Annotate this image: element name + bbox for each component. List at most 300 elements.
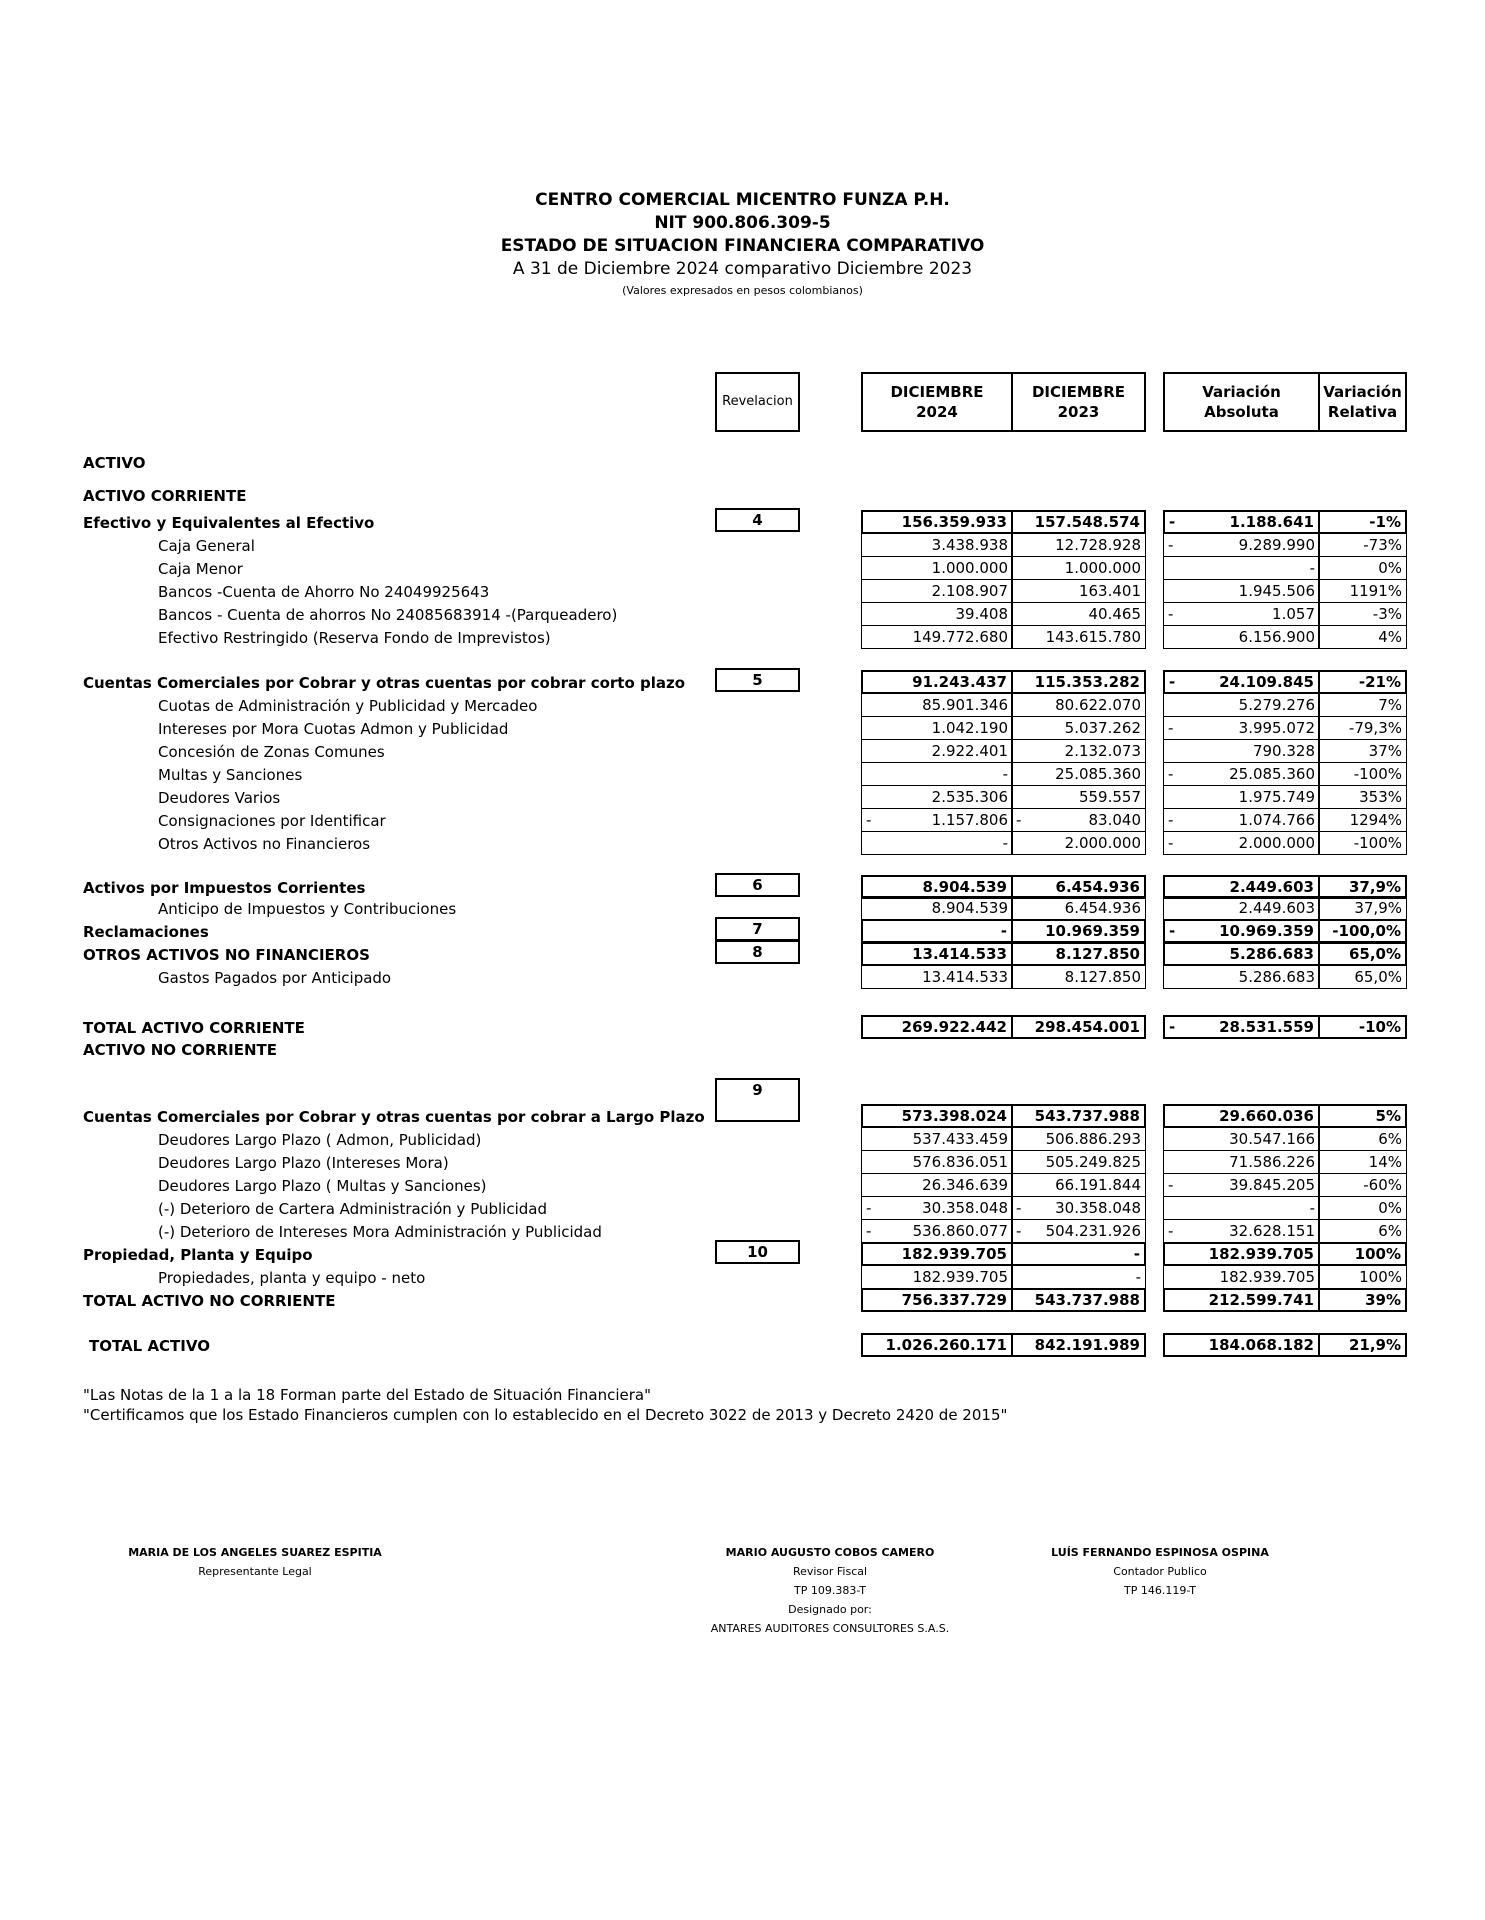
cell-value: 7% — [1378, 696, 1402, 714]
cell-value: 0% — [1378, 559, 1402, 577]
negative-sign: - — [1168, 536, 1174, 554]
cell-value: 8.904.539 — [922, 878, 1007, 896]
value-cell-va — [1163, 579, 1320, 603]
section-activo-no-corriente: ACTIVO NO CORRIENTE — [83, 1041, 277, 1059]
cell-value: 5% — [1375, 1107, 1401, 1125]
row-label: Multas y Sanciones — [158, 766, 303, 784]
column-header-variacion-relativa: Variación Relativa — [1318, 372, 1407, 432]
value-cell-v23 — [1011, 1333, 1146, 1357]
cell-value: 4% — [1378, 628, 1402, 646]
value-cell-v24 — [861, 808, 1013, 832]
column-header-dic-2024: DICIEMBRE 2024 — [861, 372, 1013, 432]
value-cell-va — [1163, 670, 1320, 694]
value-cell-vr — [1318, 831, 1407, 855]
value-cell-va — [1163, 602, 1320, 626]
value-cell-v23 — [1011, 965, 1146, 989]
section-activo-corriente: ACTIVO CORRIENTE — [83, 487, 247, 505]
cell-value: 184.068.182 — [1208, 1336, 1314, 1354]
value-cell-v24 — [861, 942, 1013, 966]
cell-value: 25.085.360 — [1229, 765, 1315, 783]
cell-value: 100% — [1359, 1268, 1402, 1286]
cell-value: 2.108.907 — [931, 582, 1008, 600]
cell-value: 37,9% — [1348, 878, 1401, 896]
value-cell-v23 — [1011, 1150, 1146, 1174]
value-cell-vr — [1318, 716, 1407, 740]
cell-value: 269.922.442 — [901, 1018, 1007, 1036]
value-cell-vr — [1318, 1196, 1407, 1220]
negative-sign: - — [1016, 811, 1022, 829]
signature-firm: ANTARES AUDITORES CONSULTORES S.A.S. — [710, 1622, 950, 1635]
row-label: Caja General — [158, 537, 255, 555]
value-cell-vr — [1318, 693, 1407, 717]
value-cell-v23 — [1011, 1196, 1146, 1220]
cell-value: 156.359.933 — [901, 513, 1007, 531]
value-cell-v23 — [1011, 808, 1146, 832]
value-cell-va — [1163, 1288, 1320, 1312]
row-label: Bancos - Cuenta de ahorros No 24085683914 -(Parqueadero) — [158, 606, 618, 624]
cell-value: 65,0% — [1348, 945, 1401, 963]
cell-value: - — [1133, 1245, 1140, 1263]
row-label: Bancos -Cuenta de Ahorro No 24049925643 — [158, 583, 490, 601]
value-cell-vr — [1318, 919, 1407, 943]
cell-value: 10.969.359 — [1219, 922, 1314, 940]
cell-value: 537.433.459 — [912, 1130, 1008, 1148]
cell-value: 1.157.806 — [931, 811, 1008, 829]
value-cell-v23 — [1011, 510, 1146, 534]
row-label: TOTAL ACTIVO NO CORRIENTE — [83, 1292, 336, 1310]
value-cell-va — [1163, 919, 1320, 943]
value-cell-v23 — [1011, 1173, 1146, 1197]
signature-role: Contador Publico — [1113, 1565, 1207, 1578]
cell-value: 83.040 — [1088, 811, 1141, 829]
value-cell-vr — [1318, 510, 1407, 534]
value-cell-v23 — [1011, 831, 1146, 855]
value-cell-vr — [1318, 579, 1407, 603]
cell-value: 298.454.001 — [1034, 1018, 1140, 1036]
cell-value: 1.000.000 — [931, 559, 1008, 577]
cell-value: 80.622.070 — [1055, 696, 1141, 714]
negative-sign: - — [1169, 1018, 1176, 1036]
negative-sign: - — [866, 811, 872, 829]
cell-value: 25.085.360 — [1055, 765, 1141, 783]
cell-value: 13.414.533 — [912, 945, 1007, 963]
value-cell-v24 — [861, 693, 1013, 717]
cell-value: 29.660.036 — [1219, 1107, 1314, 1125]
negative-sign: - — [1016, 1199, 1022, 1217]
column-header-dic-2023: DICIEMBRE 2023 — [1011, 372, 1146, 432]
cell-value: 9.289.990 — [1238, 536, 1315, 554]
revelacion-note-ref: 8 — [715, 940, 800, 964]
cell-value: -73% — [1363, 536, 1402, 554]
value-cell-va — [1163, 1015, 1320, 1039]
value-cell-v23 — [1011, 785, 1146, 809]
negative-sign: - — [1168, 834, 1174, 852]
value-cell-vr — [1318, 533, 1407, 557]
cell-value: - — [1000, 922, 1007, 940]
revelacion-note-ref: 6 — [715, 873, 800, 897]
value-cell-va — [1163, 1333, 1320, 1357]
value-cell-vr — [1318, 670, 1407, 694]
cell-value: - — [1309, 559, 1315, 577]
cell-value: 14% — [1368, 1153, 1402, 1171]
signature-designated: Designado por: — [788, 1603, 872, 1616]
cell-value: -100,0% — [1332, 922, 1401, 940]
cell-value: 8.904.539 — [931, 899, 1008, 917]
cell-value: 66.191.844 — [1055, 1176, 1141, 1194]
value-cell-v24 — [861, 762, 1013, 786]
cell-value: 6% — [1378, 1222, 1402, 1240]
cell-value: 149.772.680 — [912, 628, 1008, 646]
cell-value: 6.156.900 — [1238, 628, 1315, 646]
cell-value: 1294% — [1349, 811, 1402, 829]
signature-name: LUÍS FERNANDO ESPINOSA OSPINA — [1051, 1546, 1269, 1559]
value-cell-va — [1163, 831, 1320, 855]
row-label: Cuentas Comerciales por Cobrar y otras cuentas por cobrar a Largo Plazo — [83, 1108, 705, 1126]
cell-value: 790.328 — [1252, 742, 1315, 760]
cell-value: 6.454.936 — [1064, 899, 1141, 917]
value-cell-vr — [1318, 739, 1407, 763]
value-cell-v24 — [861, 831, 1013, 855]
signature-role: Representante Legal — [198, 1565, 312, 1578]
negative-sign: - — [1168, 765, 1174, 783]
cell-value: - — [1002, 834, 1008, 852]
value-cell-v24 — [861, 1219, 1013, 1243]
cell-value: 2.000.000 — [1064, 834, 1141, 852]
report-period: A 31 de Diciembre 2024 comparativo Diciembre 2023 — [512, 259, 973, 279]
cell-value: 573.398.024 — [901, 1107, 1007, 1125]
cell-value: -10% — [1358, 1018, 1401, 1036]
value-cell-vr — [1318, 762, 1407, 786]
value-cell-va — [1163, 808, 1320, 832]
footnote-certification: "Certificamos que los Estado Financieros cumplen con lo establecido en el Decreto 3022 de 2013 y Decreto 2420 de 2015" — [83, 1406, 1008, 1424]
cell-value: 543.737.988 — [1034, 1291, 1140, 1309]
value-cell-v24 — [861, 1333, 1013, 1357]
signature-legal-representative — [100, 1543, 410, 1581]
signature-name: MARIO AUGUSTO COBOS CAMERO — [725, 1546, 935, 1559]
cell-value: 28.531.559 — [1219, 1018, 1314, 1036]
row-label: Caja Menor — [158, 560, 243, 578]
cell-value: 1.057 — [1272, 605, 1315, 623]
cell-value: 2.449.603 — [1229, 878, 1314, 896]
value-cell-v23 — [1011, 739, 1146, 763]
cell-value: -3% — [1372, 605, 1402, 623]
cell-value: -100% — [1353, 765, 1402, 783]
negative-sign: - — [1168, 719, 1174, 737]
cell-value: 2.449.603 — [1238, 899, 1315, 917]
value-cell-vr — [1318, 1333, 1407, 1357]
value-cell-va — [1163, 533, 1320, 557]
row-label: Anticipo de Impuestos y Contribuciones — [158, 900, 457, 918]
value-cell-v23 — [1011, 1127, 1146, 1151]
row-label: Deudores Largo Plazo (Intereses Mora) — [158, 1154, 449, 1172]
value-cell-va — [1163, 1219, 1320, 1243]
cell-value: 143.615.780 — [1045, 628, 1141, 646]
negative-sign: - — [1168, 1222, 1174, 1240]
cell-value: 71.586.226 — [1229, 1153, 1315, 1171]
value-cell-va — [1163, 762, 1320, 786]
cell-value: 30.358.048 — [1055, 1199, 1141, 1217]
cell-value: 21,9% — [1348, 1336, 1401, 1354]
value-cell-vr — [1318, 1288, 1407, 1312]
cell-value: 2.000.000 — [1238, 834, 1315, 852]
cell-value: 1.026.260.171 — [885, 1336, 1007, 1354]
value-cell-v24 — [861, 896, 1013, 920]
value-cell-va — [1163, 625, 1320, 649]
row-label: Deudores Varios — [158, 789, 281, 807]
cell-value: 182.939.705 — [1208, 1245, 1314, 1263]
row-label: Concesión de Zonas Comunes — [158, 743, 385, 761]
row-label: Consignaciones por Identificar — [158, 812, 386, 830]
value-cell-va — [1163, 942, 1320, 966]
row-label: Propiedad, Planta y Equipo — [83, 1246, 313, 1264]
value-cell-v23 — [1011, 896, 1146, 920]
cell-value: 13.414.533 — [922, 968, 1008, 986]
company-name: CENTRO COMERCIAL MICENTRO FUNZA P.H. — [535, 190, 950, 210]
row-label: Efectivo Restringido (Reserva Fondo de Imprevistos) — [158, 629, 551, 647]
value-cell-v23 — [1011, 1288, 1146, 1312]
cell-value: -60% — [1363, 1176, 1402, 1194]
cell-value: 0% — [1378, 1199, 1402, 1217]
value-cell-v24 — [861, 670, 1013, 694]
value-cell-v23 — [1011, 942, 1146, 966]
revelacion-note-ref: 10 — [715, 1240, 800, 1264]
cell-value: 30.358.048 — [922, 1199, 1008, 1217]
value-cell-vr — [1318, 1127, 1407, 1151]
row-label: (-) Deterioro de Cartera Administración y Publicidad — [158, 1200, 547, 1218]
signature-accountant — [1040, 1543, 1280, 1600]
column-header-variacion-absoluta: Variación Absoluta — [1163, 372, 1320, 432]
negative-sign: - — [1169, 922, 1176, 940]
report-title: ESTADO DE SITUACION FINANCIERA COMPARATIVO — [500, 236, 985, 256]
column-header-revelacion: Revelacion — [715, 372, 800, 432]
cell-value: 1191% — [1349, 582, 1402, 600]
cell-value: 576.836.051 — [912, 1153, 1008, 1171]
row-label: Cuentas Comerciales por Cobrar y otras cuentas por cobrar corto plazo — [83, 674, 686, 692]
value-cell-vr — [1318, 942, 1407, 966]
row-label: Deudores Largo Plazo ( Admon, Publicidad) — [158, 1131, 482, 1149]
value-cell-v24 — [861, 1242, 1013, 1266]
footnote-notes: "Las Notas de la 1 a la 18 Forman parte del Estado de Situación Financiera" — [83, 1386, 651, 1404]
value-cell-v24 — [861, 1015, 1013, 1039]
cell-value: 756.337.729 — [901, 1291, 1007, 1309]
value-cell-v23 — [1011, 625, 1146, 649]
negative-sign: - — [1168, 1176, 1174, 1194]
cell-value: 12.728.928 — [1055, 536, 1141, 554]
report-currency-note: (Valores expresados en pesos colombianos) — [622, 284, 863, 297]
value-cell-v23 — [1011, 602, 1146, 626]
value-cell-vr — [1318, 1242, 1407, 1266]
cell-value: - — [1309, 1199, 1315, 1217]
cell-value: 212.599.741 — [1208, 1291, 1314, 1309]
negative-sign: - — [1169, 513, 1176, 531]
signature-tp: TP 109.383-T — [793, 1584, 866, 1597]
cell-value: 504.231.926 — [1045, 1222, 1141, 1240]
cell-value: 8.127.850 — [1064, 968, 1141, 986]
value-cell-v24 — [861, 965, 1013, 989]
row-label: Intereses por Mora Cuotas Admon y Publicidad — [158, 720, 509, 738]
cell-value: 39.845.205 — [1229, 1176, 1315, 1194]
value-cell-va — [1163, 716, 1320, 740]
cell-value: 2.922.401 — [931, 742, 1008, 760]
cell-value: 353% — [1359, 788, 1402, 806]
value-cell-v23 — [1011, 693, 1146, 717]
row-label: (-) Deterioro de Intereses Mora Administración y Publicidad — [158, 1223, 602, 1241]
section-activo: ACTIVO — [83, 454, 146, 472]
revelacion-note-ref: 7 — [715, 917, 800, 941]
row-label: Propiedades, planta y equipo - neto — [158, 1269, 426, 1287]
value-cell-v24 — [861, 1196, 1013, 1220]
value-cell-va — [1163, 1127, 1320, 1151]
cell-value: 8.127.850 — [1055, 945, 1140, 963]
cell-value: 39.408 — [955, 605, 1008, 623]
row-label: Activos por Impuestos Corrientes — [83, 879, 366, 897]
cell-value: 182.939.705 — [1219, 1268, 1315, 1286]
cell-value: 543.737.988 — [1034, 1107, 1140, 1125]
value-cell-va — [1163, 510, 1320, 534]
value-cell-va — [1163, 1104, 1320, 1128]
value-cell-v24 — [861, 716, 1013, 740]
cell-value: 65,0% — [1354, 968, 1402, 986]
signature-fiscal-reviewer — [680, 1543, 980, 1638]
cell-value: 37,9% — [1354, 899, 1402, 917]
cell-value: 182.939.705 — [901, 1245, 1007, 1263]
cell-value: 37% — [1368, 742, 1402, 760]
cell-value: 5.279.276 — [1238, 696, 1315, 714]
row-label: Deudores Largo Plazo ( Multas y Sanciones) — [158, 1177, 487, 1195]
negative-sign: - — [1168, 811, 1174, 829]
value-cell-v24 — [861, 1150, 1013, 1174]
cell-value: 1.188.641 — [1229, 513, 1314, 531]
cell-value: 6% — [1378, 1130, 1402, 1148]
value-cell-v23 — [1011, 1015, 1146, 1039]
cell-value: 182.939.705 — [912, 1268, 1008, 1286]
value-cell-va — [1163, 965, 1320, 989]
row-label: Otros Activos no Financieros — [158, 835, 371, 853]
cell-value: 32.628.151 — [1229, 1222, 1315, 1240]
cell-value: 5.286.683 — [1229, 945, 1314, 963]
value-cell-v23 — [1011, 1219, 1146, 1243]
value-cell-v23 — [1011, 716, 1146, 740]
value-cell-va — [1163, 896, 1320, 920]
cell-value: 842.191.989 — [1034, 1336, 1140, 1354]
value-cell-v23 — [1011, 556, 1146, 580]
value-cell-vr — [1318, 1150, 1407, 1174]
revelacion-note-ref: 5 — [715, 668, 800, 692]
value-cell-va — [1163, 556, 1320, 580]
value-cell-v23 — [1011, 670, 1146, 694]
value-cell-va — [1163, 785, 1320, 809]
negative-sign: - — [1169, 673, 1176, 691]
cell-value: 506.886.293 — [1045, 1130, 1141, 1148]
value-cell-va — [1163, 1196, 1320, 1220]
value-cell-vr — [1318, 556, 1407, 580]
cell-value: 157.548.574 — [1034, 513, 1140, 531]
cell-value: - — [1002, 765, 1008, 783]
value-cell-vr — [1318, 1173, 1407, 1197]
value-cell-vr — [1318, 625, 1407, 649]
cell-value: 3.438.938 — [931, 536, 1008, 554]
value-cell-v24 — [861, 1104, 1013, 1128]
cell-value: 91.243.437 — [912, 673, 1007, 691]
value-cell-vr — [1318, 896, 1407, 920]
cell-value: 1.042.190 — [931, 719, 1008, 737]
value-cell-v24 — [861, 1173, 1013, 1197]
value-cell-va — [1163, 1150, 1320, 1174]
signature-tp: TP 146.119-T — [1123, 1584, 1196, 1597]
cell-value: 85.901.346 — [922, 696, 1008, 714]
value-cell-vr — [1318, 1015, 1407, 1039]
cell-value: 3.995.072 — [1238, 719, 1315, 737]
cell-value: 1.945.506 — [1238, 582, 1315, 600]
value-cell-v24 — [861, 739, 1013, 763]
cell-value: 559.557 — [1078, 788, 1141, 806]
cell-value: 39% — [1365, 1291, 1401, 1309]
value-cell-v24 — [861, 1127, 1013, 1151]
cell-value: 1.000.000 — [1064, 559, 1141, 577]
cell-value: -21% — [1358, 673, 1401, 691]
value-cell-v24 — [861, 919, 1013, 943]
value-cell-v24 — [861, 556, 1013, 580]
row-label: Cuotas de Administración y Publicidad y Mercadeo — [158, 697, 538, 715]
cell-value: 26.346.639 — [922, 1176, 1008, 1194]
cell-value: 5.037.262 — [1064, 719, 1141, 737]
value-cell-vr — [1318, 965, 1407, 989]
value-cell-v24 — [861, 785, 1013, 809]
cell-value: - — [1135, 1268, 1141, 1286]
value-cell-v24 — [861, 602, 1013, 626]
value-cell-va — [1163, 739, 1320, 763]
signature-name: MARIA DE LOS ANGELES SUAREZ ESPITIA — [128, 1546, 382, 1559]
negative-sign: - — [1016, 1222, 1022, 1240]
row-label: TOTAL ACTIVO CORRIENTE — [83, 1019, 305, 1037]
cell-value: 2.132.073 — [1064, 742, 1141, 760]
value-cell-v24 — [861, 625, 1013, 649]
value-cell-va — [1163, 1265, 1320, 1289]
row-label: TOTAL ACTIVO — [89, 1337, 210, 1355]
value-cell-v23 — [1011, 533, 1146, 557]
negative-sign: - — [1168, 605, 1174, 623]
company-nit: NIT 900.806.309-5 — [654, 213, 831, 233]
value-cell-v23 — [1011, 1104, 1146, 1128]
row-label: Efectivo y Equivalentes al Efectivo — [83, 514, 375, 532]
value-cell-v24 — [861, 1288, 1013, 1312]
cell-value: 10.969.359 — [1045, 922, 1140, 940]
cell-value: 1.975.749 — [1238, 788, 1315, 806]
cell-value: -1% — [1369, 513, 1401, 531]
value-cell-vr — [1318, 1104, 1407, 1128]
value-cell-v23 — [1011, 1242, 1146, 1266]
cell-value: 24.109.845 — [1219, 673, 1314, 691]
value-cell-v23 — [1011, 919, 1146, 943]
cell-value: 1.074.766 — [1238, 811, 1315, 829]
cell-value: 536.860.077 — [912, 1222, 1008, 1240]
row-label: Gastos Pagados por Anticipado — [158, 969, 392, 987]
value-cell-va — [1163, 693, 1320, 717]
cell-value: 40.465 — [1088, 605, 1141, 623]
revelacion-note-ref: 9 — [715, 1078, 800, 1122]
negative-sign: - — [866, 1199, 872, 1217]
cell-value: -79,3% — [1348, 719, 1402, 737]
value-cell-vr — [1318, 1265, 1407, 1289]
cell-value: 505.249.825 — [1045, 1153, 1141, 1171]
value-cell-v24 — [861, 1265, 1013, 1289]
negative-sign: - — [866, 1222, 872, 1240]
row-label: Reclamaciones — [83, 923, 209, 941]
value-cell-v24 — [861, 533, 1013, 557]
row-label: OTROS ACTIVOS NO FINANCIEROS — [83, 946, 370, 964]
cell-value: -100% — [1353, 834, 1402, 852]
value-cell-vr — [1318, 785, 1407, 809]
